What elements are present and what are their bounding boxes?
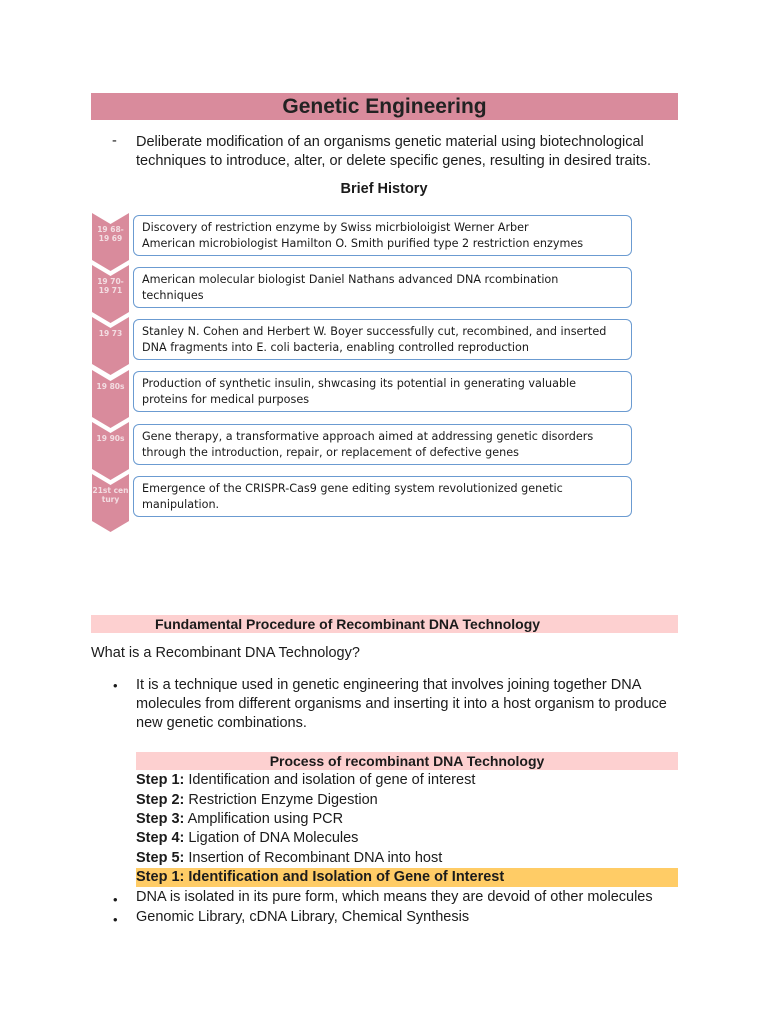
timeline-arrow [92, 317, 129, 375]
timeline-event [133, 267, 632, 308]
page-title: Genetic Engineering [91, 93, 678, 120]
step-text: Identification and isolation of gene of interest [184, 772, 476, 788]
timeline-year: 19 68- 19 69 [97, 225, 124, 243]
process-title: Process of recombinant DNA Technology [136, 752, 678, 770]
timeline-event [133, 215, 632, 256]
step-item [136, 829, 358, 848]
step-text: Ligation of DNA Molecules [184, 830, 359, 846]
timeline-year: 19 90s [96, 433, 125, 443]
timeline-event-text: Gene therapy, a transformative approach aimed at addressing genetic disorders through the introduction, repair, or replacement of defective genes [142, 430, 594, 459]
step-text: Amplification using PCR [184, 811, 344, 827]
step-text: Restriction Enzyme Digestion [184, 792, 378, 808]
step1-bullet-text: Genomic Library, cDNA Library, Chemical Synthesis [136, 909, 470, 925]
step-label: Step 1: [136, 772, 185, 788]
timeline-year: 19 80s [96, 381, 125, 391]
chevron-down-icon [92, 422, 129, 480]
step-item [136, 771, 475, 790]
timeline-event-text: Emergence of the CRISPR-Cas9 gene editing system revolutionized genetic manipulation. [142, 482, 563, 511]
question-heading: What is a Recombinant DNA Technology? [91, 645, 360, 661]
timeline-event [133, 319, 632, 360]
timeline-event [133, 424, 632, 465]
step1-heading: Step 1: Identification and Isolation of Gene of Interest [136, 868, 678, 887]
chevron-down-icon [92, 317, 129, 375]
definition-text: It is a technique used in genetic engineering that involves joining together DNA molecules from different organisms and inserting it into a host organism to produce new genetic combinations. [136, 677, 667, 731]
step-label: Step 3: [136, 811, 185, 827]
intro-dash: - [112, 133, 117, 149]
timeline-arrow [92, 265, 129, 323]
timeline-arrow [92, 213, 129, 271]
step-label: Step 5: [136, 850, 185, 866]
timeline-event-text: Stanley N. Cohen and Herbert W. Boyer successfully cut, recombined, and inserted DNA fragments into E. coli bacteria, enabling controlled reproduction [142, 325, 607, 354]
section-title: Fundamental Procedure of Recombinant DNA Technology [155, 616, 541, 632]
timeline-event-text: Production of synthetic insulin, shwcasing its potential in generating valuable proteins for medical purposes [142, 377, 577, 406]
step-item [136, 791, 378, 810]
bullet-icon: • [113, 912, 118, 927]
timeline-year: 19 70- 19 71 [97, 277, 124, 296]
intro-definition: Deliberate modification of an organisms genetic material using biotechnological techniques to introduce, alter, or delete specific genes, resulting in desired traits. [136, 134, 652, 169]
chevron-down-icon [92, 370, 129, 428]
brief-history-heading: Brief History [340, 181, 428, 197]
timeline-arrow [92, 422, 129, 480]
timeline-event-text: Discovery of restriction enzyme by Swiss micrbioloigist Werner Arber American microbiologist Hamilton O. Smith purified type 2 restriction enzymes [142, 221, 584, 250]
section-title-bar [91, 615, 678, 633]
step-label: Step 2: [136, 792, 185, 808]
step-item [136, 810, 343, 829]
timeline-event-text: American molecular biologist Daniel Nathans advanced DNA rcombination techniques [142, 273, 559, 302]
timeline-year: 19 73 [98, 329, 123, 339]
timeline-year: 21st cen tury [92, 486, 129, 504]
step1-bullet-text: DNA is isolated in its pure form, which means they are devoid of other molecules [136, 889, 653, 905]
step-label: Step 4: [136, 830, 185, 846]
bullet-icon: • [113, 678, 118, 693]
step-text: Insertion of Recombinant DNA into host [184, 850, 443, 866]
timeline-arrow [92, 474, 129, 532]
timeline-arrow [92, 370, 129, 428]
bullet-icon: • [113, 892, 118, 907]
step-item [136, 849, 442, 868]
timeline-event [133, 371, 632, 412]
timeline-event [133, 476, 632, 517]
